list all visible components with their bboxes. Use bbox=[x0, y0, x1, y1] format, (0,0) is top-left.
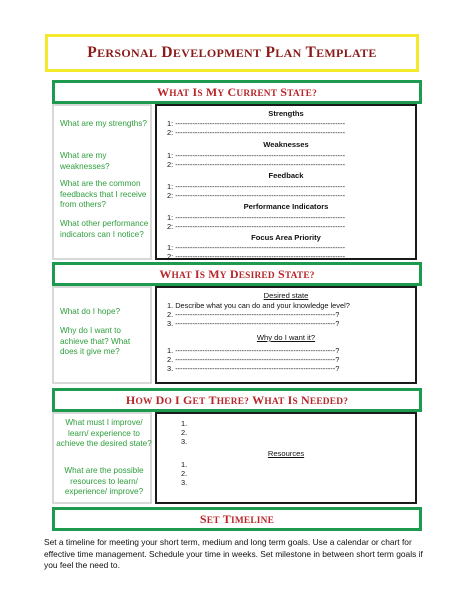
answer-line[interactable]: 1: --------------------------------------------------------------------- bbox=[167, 213, 346, 222]
question-hope: What do I hope? bbox=[60, 307, 121, 316]
question-feedbacks: What are the common feedbacks that I receive from others? bbox=[60, 179, 147, 209]
title-box bbox=[45, 34, 419, 72]
subhead-focus-area-priority: Focus Area Priority bbox=[251, 233, 321, 242]
section-header-how-get-there bbox=[52, 388, 422, 412]
current-state-answers bbox=[155, 104, 417, 260]
subhead-desired-state: Desired state bbox=[263, 291, 309, 300]
page-title: PERSONAL DEVELOPMENT PLAN TEMPLATE bbox=[87, 44, 377, 61]
answer-line[interactable]: 3. bbox=[181, 478, 188, 487]
answer-line[interactable]: 2: --------------------------------------------------------------------- bbox=[167, 252, 346, 261]
question-weaknesses: What are my weaknesses? bbox=[60, 151, 110, 171]
answer-line[interactable]: 1. bbox=[181, 419, 188, 428]
how-get-there-answers bbox=[155, 412, 417, 504]
how-get-there-questions bbox=[52, 412, 152, 504]
section-title-desired-state: WHAT IS MY DESIRED STATE? bbox=[159, 266, 315, 281]
timeline-instructions: Set a timeline for meeting your short term, medium and long term goals. Use a calendar or chart for effective time management. Schedule your time in weeks. Set milestone in between short term goals if you feel the need to. bbox=[44, 537, 423, 570]
question-strengths: What are my strengths? bbox=[60, 119, 147, 128]
question-why-achieve: Why do I want to achieve that? What does it give me? bbox=[60, 326, 131, 356]
section-title-current-state: WHAT IS MY CURRENT STATE? bbox=[157, 84, 317, 99]
question-improve-learn: What must I improve/ learn/ experience to achieve the desired state? bbox=[56, 418, 152, 448]
answer-line[interactable]: 1. Describe what you can do and your knowledge level? bbox=[167, 301, 350, 310]
section-title-how-get-there: HOW DO I GET THERE? WHAT IS NEEDED? bbox=[125, 392, 349, 407]
subhead-why-want-it: Why do I want it? bbox=[256, 333, 316, 342]
answer-line[interactable]: 3. -----------------------------------------------------------------? bbox=[167, 319, 340, 328]
section-header-set-timeline bbox=[52, 507, 422, 531]
answer-line[interactable]: 2: --------------------------------------------------------------------- bbox=[167, 191, 346, 200]
subhead-performance-indicators: Performance Indicators bbox=[243, 202, 329, 211]
answer-line[interactable]: 3. bbox=[181, 437, 188, 446]
subhead-resources: Resources bbox=[267, 449, 305, 458]
section-header-desired-state bbox=[52, 262, 422, 286]
answer-line[interactable]: 1: --------------------------------------------------------------------- bbox=[167, 151, 346, 160]
section-title-set-timeline: SET TIMELINE bbox=[199, 511, 275, 526]
answer-line[interactable]: 1. -----------------------------------------------------------------? bbox=[167, 346, 340, 355]
desired-state-answers bbox=[155, 286, 417, 384]
answer-line[interactable]: 2. bbox=[181, 469, 188, 478]
answer-line[interactable]: 2: --------------------------------------------------------------------- bbox=[167, 160, 346, 169]
subhead-strengths: Strengths bbox=[268, 109, 304, 118]
subhead-weaknesses: Weaknesses bbox=[263, 140, 309, 149]
desired-state-questions bbox=[52, 286, 152, 384]
section-header-current-state bbox=[52, 80, 422, 104]
subhead-feedback: Feedback bbox=[268, 171, 304, 180]
question-resources: What are the possible resources to learn/ experience/ improve? bbox=[64, 466, 144, 496]
question-performance-indicators: What other performance indicators can I notice? bbox=[60, 219, 149, 239]
answer-line[interactable]: 2: --------------------------------------------------------------------- bbox=[167, 222, 346, 231]
answer-line[interactable]: 2. -----------------------------------------------------------------? bbox=[167, 355, 340, 364]
answer-line[interactable]: 2. bbox=[181, 428, 188, 437]
current-state-questions bbox=[52, 104, 152, 260]
answer-line[interactable]: 1. bbox=[181, 460, 188, 469]
answer-line[interactable]: 3. -----------------------------------------------------------------? bbox=[167, 364, 340, 373]
answer-line[interactable]: 1: --------------------------------------------------------------------- bbox=[167, 243, 346, 252]
answer-line[interactable]: 1: --------------------------------------------------------------------- bbox=[167, 182, 346, 191]
answer-line[interactable]: 2: --------------------------------------------------------------------- bbox=[167, 128, 346, 137]
answer-line[interactable]: 2. -----------------------------------------------------------------? bbox=[167, 310, 340, 319]
answer-line[interactable]: 1: --------------------------------------------------------------------- bbox=[167, 119, 346, 128]
